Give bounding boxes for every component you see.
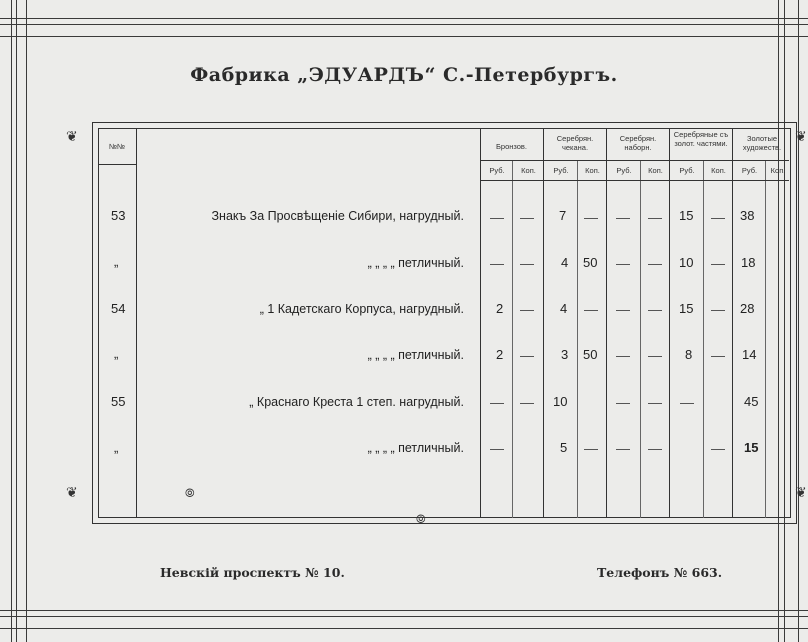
subcolumn-divider bbox=[577, 160, 578, 518]
column-header-silver-gold: Серебряные съ золот. частями. bbox=[673, 130, 729, 148]
subcolumn-divider bbox=[703, 160, 704, 518]
scroll-ornament-icon: ❦ bbox=[66, 484, 78, 500]
subheader-kop: Коп. bbox=[585, 166, 600, 175]
empty-dash bbox=[520, 310, 534, 311]
silver-chased-rub: 4 bbox=[560, 301, 568, 316]
gold-art-rub: 38 bbox=[740, 208, 755, 223]
column-header-number: №№ bbox=[108, 142, 126, 151]
row-description: „ „ „ „ петличный. bbox=[367, 348, 464, 362]
gold-art-rub: 14 bbox=[742, 347, 757, 362]
row-description: „ „ „ „ петличный. bbox=[367, 441, 464, 455]
row-number: 54 bbox=[111, 301, 126, 316]
empty-dash bbox=[616, 264, 630, 265]
gold-art-rub: 28 bbox=[740, 301, 755, 316]
subcolumn-divider bbox=[512, 160, 513, 518]
silver-chased-rub: 5 bbox=[560, 440, 568, 455]
empty-dash bbox=[680, 403, 694, 404]
silver-gold-rub: 10 bbox=[679, 255, 694, 270]
empty-dash bbox=[648, 218, 662, 219]
header-divider bbox=[480, 160, 789, 161]
empty-dash bbox=[616, 403, 630, 404]
empty-dash bbox=[584, 449, 598, 450]
border-line bbox=[798, 0, 799, 642]
empty-dash bbox=[616, 310, 630, 311]
border-line bbox=[26, 0, 27, 642]
subheader-kop: Коп. bbox=[521, 166, 536, 175]
column-divider bbox=[136, 128, 137, 518]
column-divider bbox=[606, 128, 607, 518]
footer-address: Невскій проспектъ № 10. bbox=[160, 565, 345, 580]
gold-art-rub: 45 bbox=[744, 394, 759, 409]
silver-chased-kop: 50 bbox=[583, 255, 598, 270]
column-header-gold-art: Золотые художеств. bbox=[742, 134, 782, 152]
header-divider bbox=[98, 164, 136, 165]
column-header-silver-chased: Серебрян. чекана. bbox=[556, 134, 594, 152]
empty-dash bbox=[520, 403, 534, 404]
circle-ornament-icon: ⦾ bbox=[416, 512, 426, 526]
border-line bbox=[16, 0, 17, 642]
subcolumn-divider bbox=[765, 160, 766, 518]
subheader-rub: Руб. bbox=[489, 166, 505, 175]
column-divider bbox=[480, 128, 481, 518]
column-divider bbox=[732, 128, 733, 518]
silver-chased-rub: 10 bbox=[553, 394, 568, 409]
empty-dash bbox=[520, 356, 534, 357]
row-number: 55 bbox=[111, 394, 126, 409]
empty-dash bbox=[490, 403, 504, 404]
border-line bbox=[0, 616, 808, 617]
empty-dash bbox=[648, 264, 662, 265]
empty-dash bbox=[648, 310, 662, 311]
column-divider bbox=[669, 128, 670, 518]
empty-dash bbox=[711, 218, 725, 219]
empty-dash bbox=[648, 403, 662, 404]
empty-dash bbox=[616, 449, 630, 450]
silver-gold-rub: 8 bbox=[685, 347, 693, 362]
subheader-kop: Коп. bbox=[711, 166, 726, 175]
silver-chased-rub: 7 bbox=[559, 208, 567, 223]
page-title: Фабрика „ЭДУАРДЪ“ С.-Петербургъ. bbox=[190, 64, 618, 86]
row-number: 53 bbox=[111, 208, 126, 223]
column-divider bbox=[543, 128, 544, 518]
bronze-rub: 2 bbox=[496, 301, 504, 316]
row-number: „ bbox=[114, 440, 119, 455]
empty-dash bbox=[711, 310, 725, 311]
circle-ornament-icon: ⦾ bbox=[185, 486, 195, 500]
subheader-rub: Руб. bbox=[741, 166, 758, 175]
footer-phone: Телефонъ № 663. bbox=[597, 565, 723, 580]
row-number: „ bbox=[114, 346, 119, 361]
empty-dash bbox=[584, 218, 598, 219]
silver-gold-rub: 15 bbox=[679, 301, 694, 316]
silver-chased-kop: 50 bbox=[583, 347, 598, 362]
column-header-silver-set: Серебрян. наборн. bbox=[619, 134, 657, 152]
row-description: „ Краснаго Креста 1 степ. нагрудный. bbox=[249, 395, 464, 409]
empty-dash bbox=[648, 449, 662, 450]
row-description: „ „ „ „ петличный. bbox=[367, 256, 464, 270]
scroll-ornament-icon: ❦ bbox=[66, 128, 78, 144]
silver-gold-rub: 15 bbox=[679, 208, 694, 223]
empty-dash bbox=[520, 218, 534, 219]
row-description: Знакъ За Просвѣщеніе Сибири, нагрудный. bbox=[211, 209, 464, 223]
row-description: „ 1 Кадетскаго Корпуса, нагрудный. bbox=[259, 302, 464, 316]
scroll-ornament-icon: ❦ bbox=[795, 484, 807, 500]
subcolumn-divider bbox=[640, 160, 641, 518]
empty-dash bbox=[648, 356, 662, 357]
subheader-kop: Коп. bbox=[770, 166, 786, 175]
border-line bbox=[0, 24, 808, 25]
gold-art-rub: 18 bbox=[741, 255, 756, 270]
border-line bbox=[0, 628, 808, 629]
silver-chased-rub: 3 bbox=[561, 347, 569, 362]
empty-dash bbox=[616, 218, 630, 219]
empty-dash bbox=[584, 310, 598, 311]
table-frame-inner bbox=[98, 128, 791, 518]
subheader-kop: Коп. bbox=[648, 166, 663, 175]
silver-chased-rub: 4 bbox=[561, 255, 569, 270]
border-line bbox=[0, 18, 808, 19]
border-line bbox=[11, 0, 12, 642]
border-line bbox=[0, 36, 808, 37]
empty-dash bbox=[616, 356, 630, 357]
subheader-rub: Руб. bbox=[553, 166, 569, 175]
empty-dash bbox=[490, 264, 504, 265]
empty-dash bbox=[520, 264, 534, 265]
empty-dash bbox=[490, 218, 504, 219]
scroll-ornament-icon: ❦ bbox=[795, 128, 807, 144]
empty-dash bbox=[490, 449, 504, 450]
gold-art-rub: 15 bbox=[744, 440, 759, 455]
subheader-rub: Руб. bbox=[679, 166, 695, 175]
row-number: „ bbox=[114, 254, 119, 269]
bronze-rub: 2 bbox=[496, 347, 504, 362]
subheader-rub: Руб. bbox=[616, 166, 632, 175]
empty-dash bbox=[711, 264, 725, 265]
header-divider bbox=[480, 180, 789, 181]
border-line bbox=[0, 610, 808, 611]
empty-dash bbox=[711, 449, 725, 450]
empty-dash bbox=[711, 356, 725, 357]
column-header-bronze: Бронзов. bbox=[496, 142, 527, 151]
